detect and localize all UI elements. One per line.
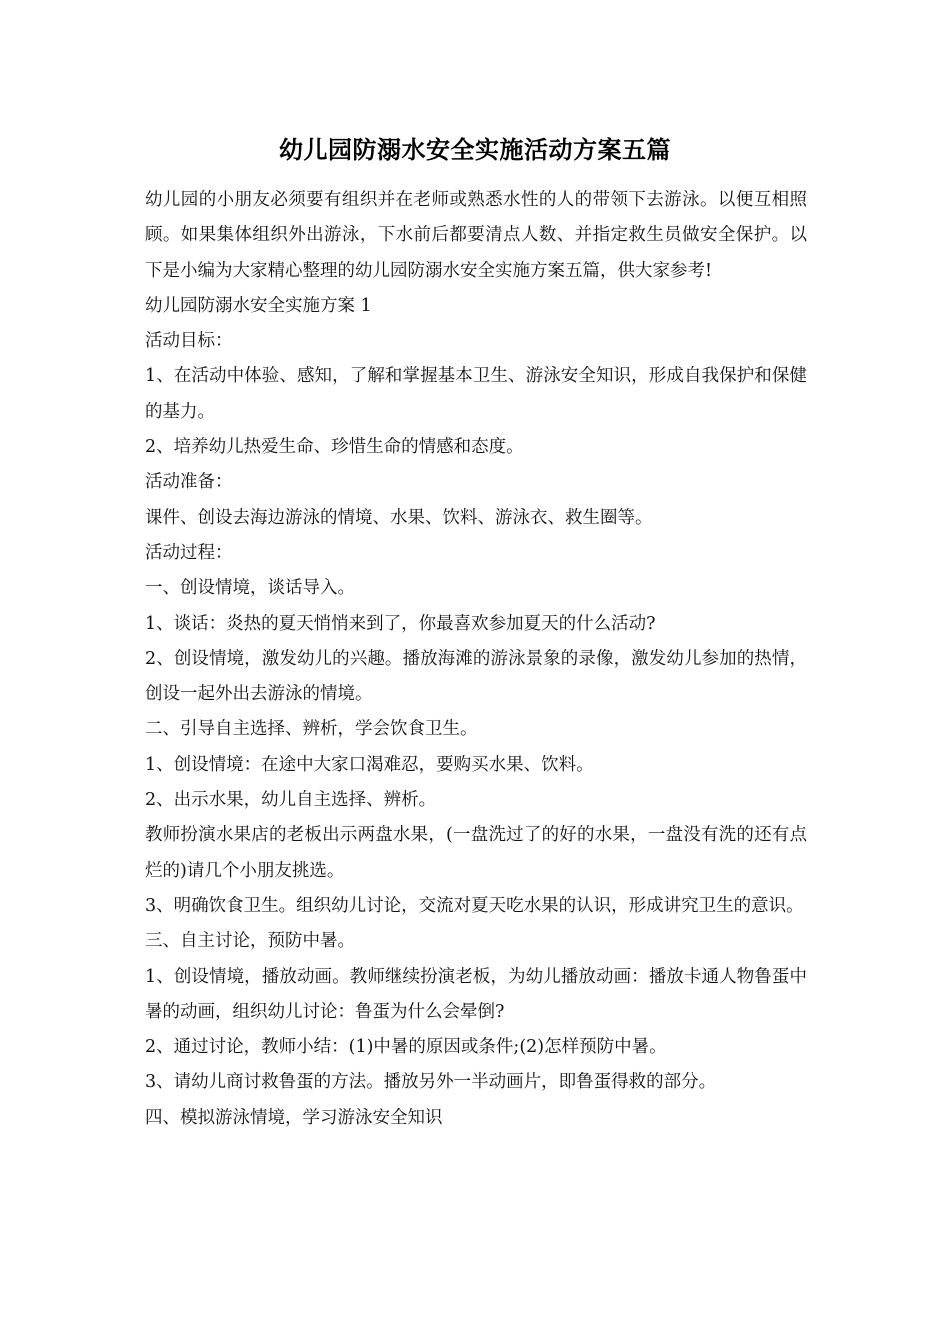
subheading-goals: 活动目标： xyxy=(145,331,233,352)
step-heading: 二、引导自主选择、辨析，学会饮食卫生。 xyxy=(145,719,478,740)
intro-paragraph: 幼儿园的小朋友必须要有组织并在老师或熟悉水性的人的带领下去游泳。以便互相照顾。如果集体组织外出游泳，下水前后都要清点人数、并指定救生员做安全保护。以下是小编为大家精心整理的幼儿园防溺水安全实施方案五篇，供大家参考! xyxy=(145,190,807,281)
body-paragraph: 教师扮演水果店的老板出示两盘水果，(一盘洗过了的好的水果，一盘没有洗的还有点烂的)请几个小朋友挑选。 xyxy=(145,825,807,881)
section-heading: 幼儿园防溺水安全实施方案 1 xyxy=(145,295,372,316)
body-paragraph: 1、在活动中体验、感知，了解和掌握基本卫生、游泳安全知识，形成自我保护和保健的基力。 xyxy=(145,366,807,422)
document-title: 幼儿园防溺水安全实施活动方案五篇 xyxy=(279,135,671,164)
body-paragraph: 3、请幼儿商讨救鲁蛋的方法。播放另外一半动画片，即鲁蛋得救的部分。 xyxy=(145,1072,717,1093)
step-heading: 四、模拟游泳情境，学习游泳安全知识 xyxy=(145,1107,443,1128)
body-paragraph: 2、创设情境，激发幼儿的兴趣。播放海滩的游泳景象的录像，激发幼儿参加的热情，创设一起外出去游泳的情境。 xyxy=(145,648,807,705)
step-heading: 三、自主讨论，预防中暑。 xyxy=(145,931,355,952)
body-paragraph: 3、明确饮食卫生。组织幼儿讨论，交流对夏天吃水果的认识，形成讲究卫生的意识。 xyxy=(145,895,804,916)
body-paragraph: 1、谈话：炎热的夏天悄悄来到了，你最喜欢参加夏天的什么活动? xyxy=(145,613,656,634)
document-body xyxy=(145,183,807,1136)
body-paragraph: 课件、创设去海边游泳的情境、水果、饮料、游泳衣、救生圈等。 xyxy=(145,507,653,528)
body-paragraph: 1、创设情境，播放动画。教师继续扮演老板，为幼儿播放动画：播放卡通人物鲁蛋中暑的动画，组织幼儿讨论：鲁蛋为什么会晕倒? xyxy=(145,966,807,1022)
body-paragraph: 2、通过讨论，教师小结：(1)中暑的原因或条件;(2)怎样预防中暑。 xyxy=(145,1037,667,1058)
body-paragraph: 2、培养幼儿热爱生命、珍惜生命的情感和态度。 xyxy=(145,437,524,458)
subheading-process: 活动过程： xyxy=(145,542,233,563)
body-paragraph: 1、创设情境：在途中大家口渴难忍，要购买水果、饮料。 xyxy=(145,754,594,775)
step-heading: 一、创设情境，谈话导入。 xyxy=(145,578,355,599)
body-paragraph: 2、出示水果，幼儿自主选择、辨析。 xyxy=(145,790,437,811)
subheading-preparation: 活动准备： xyxy=(145,472,233,493)
